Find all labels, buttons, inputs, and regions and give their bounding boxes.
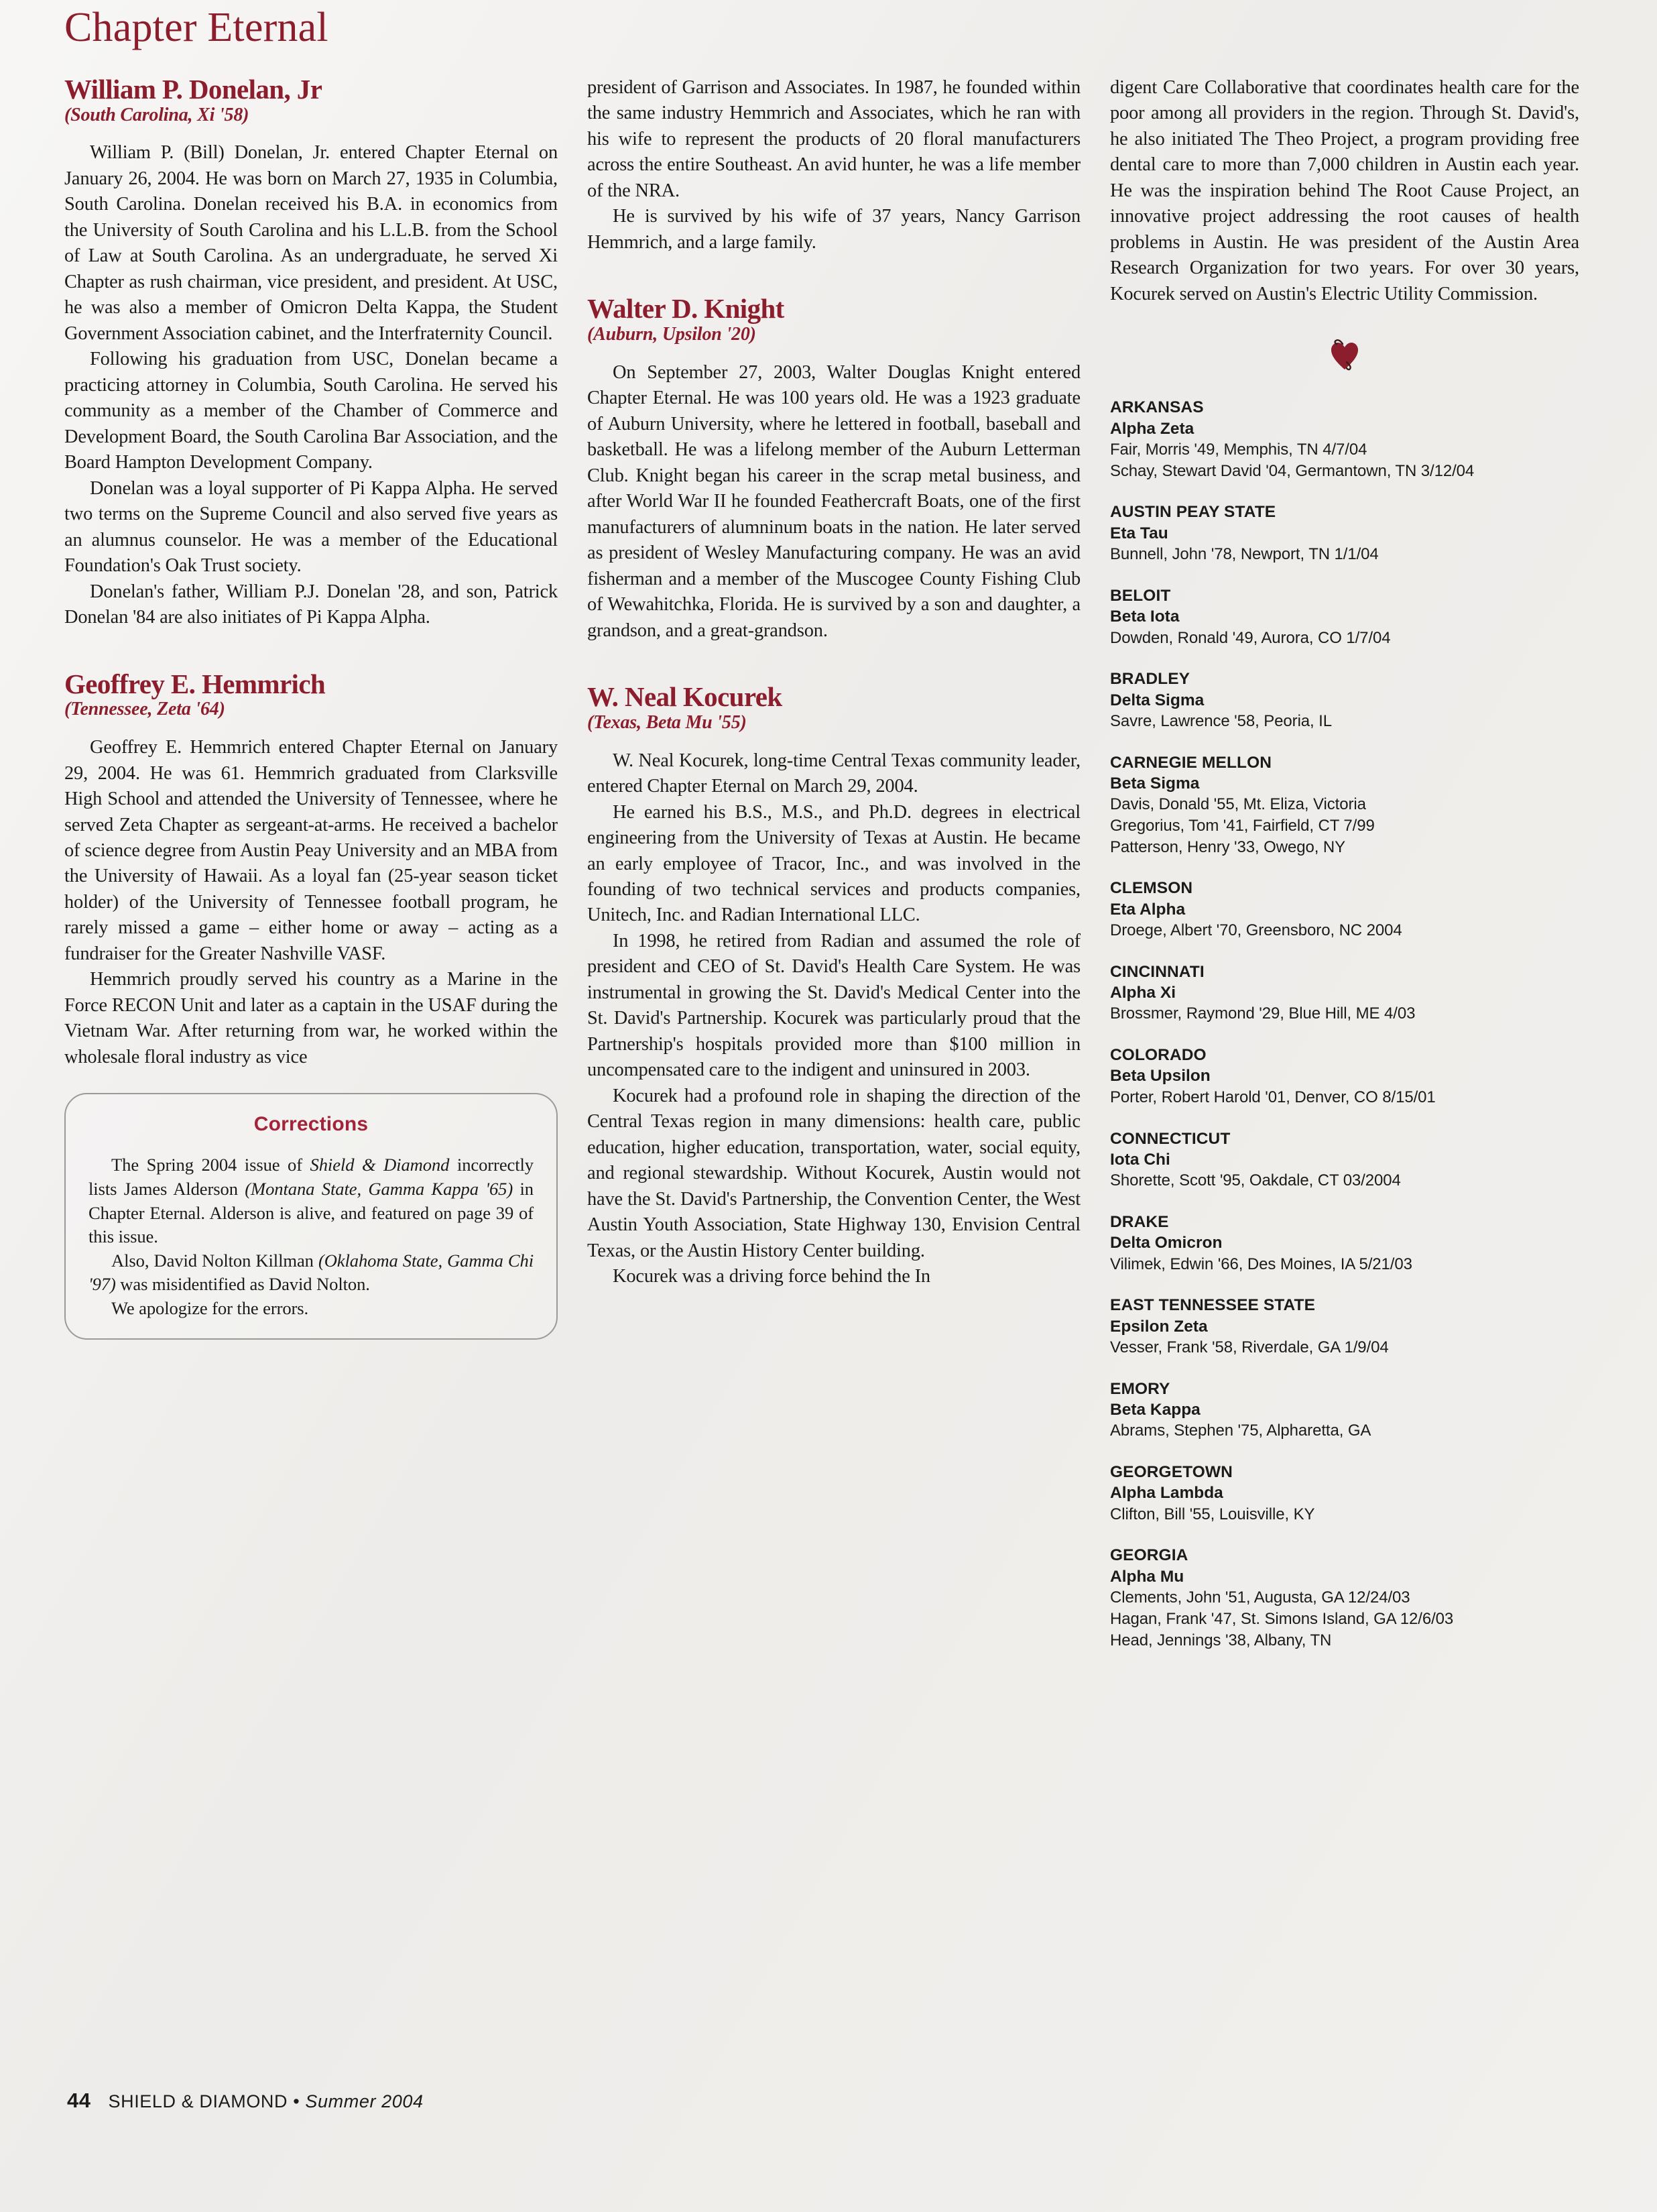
chapter-roll-chapter: Alpha Xi (1110, 984, 1176, 1002)
chapter-roll-school: CLEMSON (1110, 879, 1193, 898)
obituary-paragraph: Hemmrich proudly served his country as a Marine in the Force RECON Unit and later as a captain in the USAF during the Vietnam War. After returning from war, he worked within the wholesale floral industry as vice (64, 969, 558, 1067)
obituary-affiliation-knight: (Auburn, Upsilon '20) (587, 324, 756, 345)
corrections-paragraph (88, 1153, 534, 1249)
chapter-roll-group (1110, 397, 1579, 481)
chapter-roll-entry: Shorette, Scott '95, Oakdale, CT 03/2004 (1110, 1171, 1401, 1190)
obituary-knight (587, 294, 1081, 644)
corrections-text: We apologize for the errors. (111, 1298, 309, 1319)
chapter-roll-entry: Hagan, Frank '47, St. Simons Island, GA 12/6/03 (1110, 1609, 1454, 1628)
chapter-roll-entry: Fair, Morris '49, Memphis, TN 4/7/04 (1110, 441, 1367, 459)
chapter-roll-entry: Dowden, Ronald '49, Aurora, CO 1/7/04 (1110, 628, 1391, 647)
corrections-text: was misidentified as David Nolton. (115, 1274, 370, 1295)
obituary-paragraph: He earned his B.S., M.S., and Ph.D. degrees in electrical engineering from the University of Texas at Austin. He became an early employee of Tracor, Inc., and was involved in the founding of two technical services and products companies, Unitech, Inc. and Radian International LLC. (587, 801, 1081, 926)
corrections-paragraph (88, 1249, 534, 1297)
column-3 (1110, 75, 1579, 1671)
chapter-roll-chapter: Beta Sigma (1110, 774, 1200, 793)
column-1 (64, 75, 558, 1671)
chapter-roll-chapter: Delta Sigma (1110, 691, 1205, 709)
chapter-roll-entry: Porter, Robert Harold '01, Denver, CO 8/15/01 (1110, 1088, 1436, 1106)
footer-separator: • (293, 2091, 300, 2111)
chapter-roll-entry: Gregorius, Tom '41, Fairfield, CT 7/99 (1110, 816, 1375, 835)
chapter-roll-group (1110, 1545, 1579, 1651)
chapter-roll-group (1110, 962, 1579, 1025)
chapter-roll-chapter: Eta Alpha (1110, 900, 1186, 919)
chapter-roll-chapter: Delta Omicron (1110, 1234, 1223, 1253)
chapter-roll-entry: Brossmer, Raymond '29, Blue Hill, ME 4/03 (1110, 1004, 1416, 1023)
chapter-roll-school: BELOIT (1110, 586, 1171, 605)
corrections-body (88, 1153, 534, 1320)
section-spacer (64, 631, 558, 670)
chapter-roll-chapter: Iota Chi (1110, 1150, 1170, 1169)
chapter-roll-entry: Clifton, Bill '55, Louisville, KY (1110, 1505, 1315, 1523)
chapter-roll-chapter: Alpha Zeta (1110, 419, 1194, 438)
chapter-roll-school: AUSTIN PEAY STATE (1110, 503, 1276, 522)
chapter-roll-entry: Savre, Lawrence '58, Peoria, IL (1110, 711, 1333, 730)
obituary-paragraph-continued-hemmrich: president of Garrison and Associates. In 1987, he founded within the same industry Hemmrich and Associates, which he ran with his wife to represent the products of 20 floral manufacturers across the entire Southeast. An avid hunter, he was a life member of the NRA. (587, 77, 1081, 201)
chapter-roll-group (1110, 1462, 1579, 1525)
heart-ornament-icon (1110, 338, 1579, 373)
corrections-box (64, 1093, 558, 1339)
chapter-roll-group (1110, 1379, 1579, 1442)
chapter-roll-school: COLORADO (1110, 1046, 1207, 1065)
chapter-roll-school: CONNECTICUT (1110, 1129, 1231, 1148)
corrections-italic: (Montana State, Gamma Kappa '65) (245, 1178, 513, 1199)
obituary-paragraph: Donelan was a loyal supporter of Pi Kappa Alpha. He served two terms on the Supreme Council and also served five years as an alumnus counselor. He was a member of the Educational Foundation's Oak Trust society. (64, 477, 558, 577)
chapter-roll-chapter: Beta Iota (1110, 607, 1180, 626)
obituary-paragraph: In 1998, he retired from Radian and assumed the role of president and CEO of St. David's Health Care System. He was instrumental in growing the St. David's Medical Center into the St. David's Partnership. Kocurek was particularly proud that the Partnership's hospitals provided more than $100 million in uncompensated care to the indigent and uninsured in 2003. (587, 930, 1081, 1081)
section-spacer (587, 255, 1081, 294)
obituary-paragraph: William P. (Bill) Donelan, Jr. entered Chapter Eternal on January 26, 2004. He was born on March 27, 1935 in Columbia, South Carolina. Donelan received his B.A. in economics from the University of South Carolina and his L.L.B. from the School of Law at South Carolina. As an undergraduate, he served Xi Chapter as rush chairman, vice president, and president. At USC, he was also a member of Omicron Delta Kappa, the Student Government Association cabinet, and the Interfraternity Council. (64, 142, 558, 344)
footer-publication (108, 2091, 423, 2112)
obituary-paragraph: Donelan's father, William P.J. Donelan '28, and son, Patrick Donelan '84 are also initiates of Pi Kappa Alpha. (64, 581, 558, 628)
chapter-roll-group (1110, 1295, 1579, 1358)
chapter-roll-chapter: Beta Upsilon (1110, 1067, 1211, 1086)
page-number: 44 (67, 2089, 91, 2112)
obituary-hemmrich (64, 670, 558, 1071)
chapter-roll-school: GEORGIA (1110, 1546, 1188, 1565)
obituary-name-knight: Walter D. Knight (587, 293, 784, 325)
obituary-paragraph: Geoffrey E. Hemmrich entered Chapter Eternal on January 29, 2004. He was 61. Hemmrich graduated from Clarksville High School and attended the University of Tennessee, where he served Zeta Chapter as sergeant-at-arms. He received a bachelor of science degree from Austin Peay University and an MBA from the University of Hawaii. As a loyal fan (25-year season ticket holder) of the University of Tennessee football program, he rarely missed a game – either home or away – acting as a fundraiser for the Greater Nashville VASF. (64, 737, 558, 964)
chapter-roll-school: EAST TENNESSEE STATE (1110, 1296, 1316, 1315)
chapter-roll-chapter: Alpha Mu (1110, 1567, 1184, 1586)
chapter-roll-entry: Vesser, Frank '58, Riverdale, GA 1/9/04 (1110, 1338, 1389, 1356)
page-title: Chapter Eternal (64, 5, 328, 50)
chapter-roll-chapter: Beta Kappa (1110, 1401, 1201, 1419)
obituary-name-hemmrich: Geoffrey E. Hemmrich (64, 668, 326, 699)
chapter-roll-group (1110, 1128, 1579, 1191)
obituary-paragraph: W. Neal Kocurek, long-time Central Texas community leader, entered Chapter Eternal on March 29, 2004. (587, 750, 1081, 797)
chapter-roll-group (1110, 878, 1579, 941)
obituary-paragraph-continued-kocurek: digent Care Collaborative that coordinates health care for the poor among all providers in the region. Through St. David's, he also initiated The Theo Project, a program providing free dental care to more than 7,000 children in Austin each year. He was the inspiration behind The Root Cause Project, an innovative project addressing the root causes of health problems in Austin. He was president of the Austin Area Research Organization for two years. For over 30 years, Kocurek served on Austin's Electric Utility Commission. (1110, 77, 1579, 304)
chapter-roll-group (1110, 1212, 1579, 1275)
obituary-affiliation-hemmrich: (Tennessee, Zeta '64) (64, 699, 225, 720)
chapter-roll-entry: Abrams, Stephen '75, Alpharetta, GA (1110, 1421, 1371, 1440)
corrections-title: Corrections (253, 1113, 369, 1136)
chapter-roll-entry: Head, Jennings '38, Albany, TN (1110, 1631, 1332, 1649)
three-column-layout (64, 75, 1606, 1671)
chapter-roll-chapter: Epsilon Zeta (1110, 1317, 1208, 1336)
chapter-roll-entry: Schay, Stewart David '04, Germantown, TN 3/12/04 (1110, 461, 1475, 480)
obituary-name-kocurek: W. Neal Kocurek (587, 681, 782, 713)
page-footer (67, 2089, 424, 2113)
chapter-roll-entry: Bunnell, John '78, Newport, TN 1/1/04 (1110, 545, 1379, 564)
chapter-roll-school: CINCINNATI (1110, 962, 1205, 981)
chapter-roll-chapter: Eta Tau (1110, 524, 1168, 542)
footer-issue: Summer 2004 (305, 2091, 424, 2111)
chapter-roll-entry: Clements, John '51, Augusta, GA 12/24/03 (1110, 1588, 1410, 1607)
obituary-affiliation-kocurek: (Texas, Beta Mu '55) (587, 711, 747, 733)
corrections-text: The Spring 2004 issue of (111, 1155, 310, 1175)
chapter-roll-list (1110, 397, 1579, 1651)
footer-publication-name: SHIELD & DIAMOND (108, 2091, 288, 2111)
chapter-roll-entry: Davis, Donald '55, Mt. Eliza, Victoria (1110, 795, 1366, 814)
obituary-paragraph: Following his graduation from USC, Donelan became a practicing attorney in Columbia, South Carolina. He served his community as a member of the Chamber of Commerce and Development Board, the South Carolina Bar Association, and the Board Hampton Development Company. (64, 349, 558, 473)
obituary-paragraph: He is survived by his wife of 37 years, Nancy Garrison Hemmrich, and a large family. (587, 206, 1081, 253)
chapter-roll-school: DRAKE (1110, 1212, 1169, 1231)
chapter-roll-group (1110, 668, 1579, 732)
chapter-roll-entry: Droege, Albert '70, Greensboro, NC 2004 (1110, 921, 1402, 940)
chapter-roll-group (1110, 1045, 1579, 1108)
column-2 (587, 75, 1081, 1671)
obituary-paragraph: On September 27, 2003, Walter Douglas Knight entered Chapter Eternal. He was 100 years old. He was a 1923 graduate of Auburn University, where he lettered in football, baseball and basketball. He was a lifelong member of the Auburn Letterman Club. Knight began his career in the scrap metal business, and after World War II he founded Feathercraft Boats, one of the first manufacturers of alumninum boats in the nation. He later served as president of Wesley Manufacturing company. He was an avid fisherman and a member of the Muscogee County Fishing Club of Wewahitchka, Florida. He is survived by a son and daughter, a grandson, and a great-grandson. (587, 361, 1081, 641)
chapter-roll-chapter: Alpha Lambda (1110, 1484, 1223, 1503)
obituary-paragraph: Kocurek had a profound role in shaping the direction of the Central Texas region in many dimensions: health care, public education, higher education, transportation, water, social equity, and regional stewardship. Without Kocurek, Austin would not have the St. David's Partnership, the Convention Center, the West Austin Youth Association, State Highway 130, Envision Central Texas, or the Austin History Center building. (587, 1085, 1081, 1261)
obituary-name-donelan: William P. Donelan, Jr (64, 74, 322, 105)
chapter-roll-group (1110, 585, 1579, 648)
chapter-roll-entry: Vilimek, Edwin '66, Des Moines, IA 5/21/03 (1110, 1255, 1412, 1273)
chapter-roll-school: CARNEGIE MELLON (1110, 753, 1272, 772)
obituary-kocurek (587, 683, 1081, 1290)
obituary-donelan (64, 75, 558, 631)
chapter-roll-school: GEORGETOWN (1110, 1463, 1233, 1482)
corrections-italic: (Oklahoma State, Gamma Chi '97) (88, 1250, 534, 1295)
corrections-text: Also, David Nolton Killman (111, 1250, 318, 1271)
chapter-roll-entry: Patterson, Henry '33, Owego, NY (1110, 837, 1345, 856)
chapter-roll-school: ARKANSAS (1110, 398, 1204, 417)
obituary-affiliation-donelan: (South Carolina, Xi '58) (64, 104, 249, 125)
chapter-roll-school: EMORY (1110, 1379, 1170, 1398)
chapter-roll-group (1110, 752, 1579, 858)
corrections-paragraph (88, 1297, 534, 1321)
corrections-text: incorrectly lists James Alderson (88, 1155, 534, 1199)
chapter-roll-group (1110, 502, 1579, 565)
corrections-italic: Shield & Diamond (310, 1155, 450, 1175)
obituary-paragraph-partial: Kocurek was a driving force behind the In (613, 1266, 930, 1287)
section-spacer (587, 644, 1081, 683)
corrections-text: in Chapter Eternal. Alderson is alive, and featured on page 39 of this issue. (88, 1178, 534, 1247)
chapter-roll-school: BRADLEY (1110, 670, 1190, 689)
